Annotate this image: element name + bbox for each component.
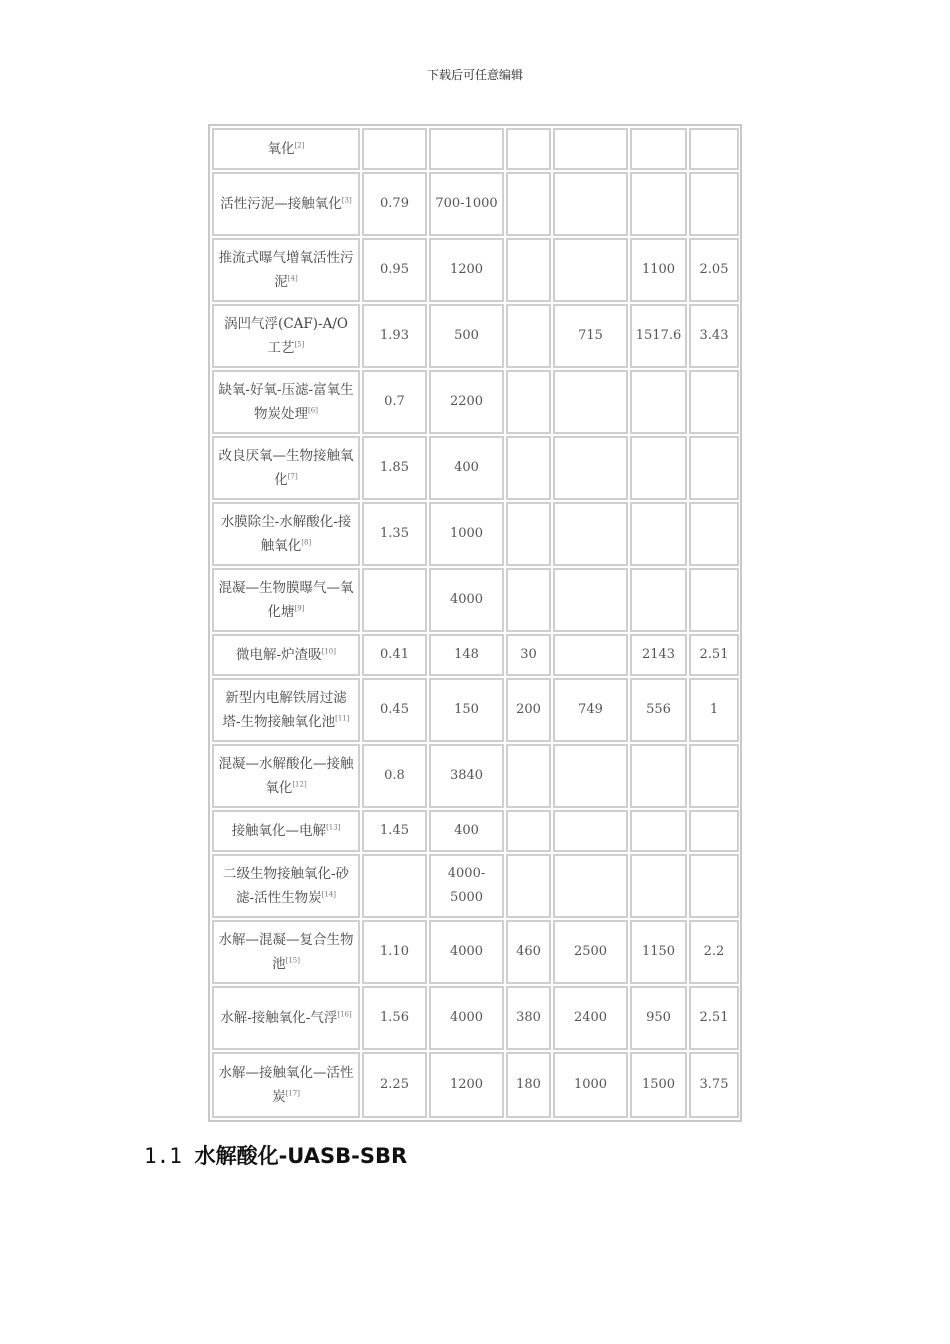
process-name-cell bbox=[212, 810, 360, 852]
value-cell-c4: 2400 bbox=[553, 986, 628, 1050]
process-name-cell bbox=[212, 920, 360, 984]
value-cell-c6 bbox=[689, 502, 739, 566]
reference-marker: [16] bbox=[337, 1010, 352, 1019]
process-name-cell bbox=[212, 1052, 360, 1118]
value-cell-c5 bbox=[630, 370, 687, 434]
value-cell-c1: 0.45 bbox=[362, 678, 427, 742]
value-cell-c2: 150 bbox=[429, 678, 504, 742]
value-cell-c2: 4000 bbox=[429, 920, 504, 984]
value-cell-c6: 2.05 bbox=[689, 238, 739, 302]
reference-marker: [10] bbox=[321, 647, 336, 656]
value-cell-c4 bbox=[553, 810, 628, 852]
value-cell-c6: 2.2 bbox=[689, 920, 739, 984]
value-cell-c4: 1000 bbox=[553, 1052, 628, 1118]
value-cell-c1: 0.41 bbox=[362, 634, 427, 676]
process-name: 水解—接触氧化—活性炭 bbox=[218, 1065, 354, 1105]
reference-marker: [6] bbox=[308, 406, 318, 415]
value-cell-c3: 180 bbox=[506, 1052, 551, 1118]
value-cell-c3: 380 bbox=[506, 986, 551, 1050]
process-name-cell bbox=[212, 678, 360, 742]
value-cell-c4 bbox=[553, 854, 628, 918]
table-row bbox=[212, 634, 739, 676]
value-cell-c4 bbox=[553, 238, 628, 302]
value-cell-c5 bbox=[630, 568, 687, 632]
value-cell-c3 bbox=[506, 854, 551, 918]
section-heading bbox=[144, 1140, 407, 1170]
value-cell-c2: 500 bbox=[429, 304, 504, 368]
reference-marker: [15] bbox=[285, 956, 300, 965]
value-cell-c1: 2.25 bbox=[362, 1052, 427, 1118]
value-cell-c4: 715 bbox=[553, 304, 628, 368]
value-cell-c5: 556 bbox=[630, 678, 687, 742]
table-row bbox=[212, 370, 739, 434]
value-cell-c1: 0.7 bbox=[362, 370, 427, 434]
value-cell-c5: 1517.6 bbox=[630, 304, 687, 368]
value-cell-c3: 200 bbox=[506, 678, 551, 742]
table-row bbox=[212, 810, 739, 852]
value-cell-c6: 3.43 bbox=[689, 304, 739, 368]
table-row bbox=[212, 986, 739, 1050]
reference-marker: [17] bbox=[285, 1089, 300, 1098]
page-header: 下载后可任意编辑 bbox=[426, 68, 523, 82]
value-cell-c2 bbox=[429, 128, 504, 170]
table-row bbox=[212, 172, 739, 236]
process-name: 二级生物接触氧化-砂滤-活性生物炭 bbox=[222, 866, 350, 906]
table-body bbox=[212, 128, 739, 1118]
reference-marker: [2] bbox=[294, 141, 305, 150]
value-cell-c5 bbox=[630, 744, 687, 808]
value-cell-c2: 1200 bbox=[429, 1052, 504, 1118]
table-row bbox=[212, 238, 739, 302]
value-cell-c3 bbox=[506, 172, 551, 236]
value-cell-c4: 2500 bbox=[553, 920, 628, 984]
value-cell-c6 bbox=[689, 744, 739, 808]
reference-marker: [13] bbox=[326, 823, 341, 832]
value-cell-c4 bbox=[553, 128, 628, 170]
value-cell-c1: 0.79 bbox=[362, 172, 427, 236]
table-row bbox=[212, 304, 739, 368]
value-cell-c3 bbox=[506, 744, 551, 808]
value-cell-c3: 30 bbox=[506, 634, 551, 676]
value-cell-c3: 460 bbox=[506, 920, 551, 984]
value-cell-c1: 0.8 bbox=[362, 744, 427, 808]
value-cell-c2: 4000-5000 bbox=[429, 854, 504, 918]
value-cell-c4: 749 bbox=[553, 678, 628, 742]
value-cell-c6 bbox=[689, 810, 739, 852]
value-cell-c6 bbox=[689, 172, 739, 236]
table-row bbox=[212, 920, 739, 984]
value-cell-c6: 2.51 bbox=[689, 986, 739, 1050]
value-cell-c1: 0.95 bbox=[362, 238, 427, 302]
process-name: 缺氧-好氧-压滤-富氧生物炭处理 bbox=[218, 382, 354, 422]
process-name: 微电解-炉渣吸 bbox=[236, 647, 322, 663]
reference-marker: [14] bbox=[321, 890, 336, 899]
value-cell-c5 bbox=[630, 502, 687, 566]
value-cell-c2: 148 bbox=[429, 634, 504, 676]
reference-marker: [9] bbox=[294, 604, 305, 613]
value-cell-c5: 1500 bbox=[630, 1052, 687, 1118]
table-row bbox=[212, 744, 739, 808]
section-number: 1.1 bbox=[144, 1144, 182, 1168]
value-cell-c5: 950 bbox=[630, 986, 687, 1050]
table-row bbox=[212, 436, 739, 500]
value-cell-c6 bbox=[689, 854, 739, 918]
process-name: 混凝—水解酸化—接触氧化 bbox=[218, 756, 354, 796]
value-cell-c3 bbox=[506, 370, 551, 434]
value-cell-c3 bbox=[506, 304, 551, 368]
value-cell-c4 bbox=[553, 436, 628, 500]
value-cell-c6: 2.51 bbox=[689, 634, 739, 676]
process-table bbox=[208, 124, 742, 1122]
value-cell-c3 bbox=[506, 128, 551, 170]
value-cell-c4 bbox=[553, 172, 628, 236]
process-name: 新型内电解铁屑过滤塔-生物接触氧化池 bbox=[222, 690, 347, 730]
value-cell-c6: 1 bbox=[689, 678, 739, 742]
process-name-cell bbox=[212, 128, 360, 170]
process-name: 氧化 bbox=[267, 141, 295, 157]
process-name: 水解-接触氧化-气浮 bbox=[220, 1010, 338, 1026]
reference-marker: [11] bbox=[335, 714, 350, 723]
value-cell-c1: 1.35 bbox=[362, 502, 427, 566]
process-name-cell bbox=[212, 304, 360, 368]
value-cell-c3 bbox=[506, 502, 551, 566]
value-cell-c1 bbox=[362, 128, 427, 170]
process-name: 涡凹气浮(CAF)-A/O工艺 bbox=[224, 316, 348, 356]
value-cell-c5: 1100 bbox=[630, 238, 687, 302]
process-name-cell bbox=[212, 634, 360, 676]
value-cell-c1: 1.85 bbox=[362, 436, 427, 500]
process-name: 接触氧化—电解 bbox=[231, 823, 327, 839]
value-cell-c1: 1.45 bbox=[362, 810, 427, 852]
value-cell-c5 bbox=[630, 810, 687, 852]
table-row bbox=[212, 568, 739, 632]
process-name: 混凝—生物膜曝气—氧化塘 bbox=[218, 580, 354, 620]
value-cell-c2: 3840 bbox=[429, 744, 504, 808]
process-name-cell bbox=[212, 986, 360, 1050]
value-cell-c4 bbox=[553, 634, 628, 676]
process-name-cell bbox=[212, 172, 360, 236]
process-name: 水解—混凝—复合生物池 bbox=[218, 932, 354, 972]
table-row bbox=[212, 678, 739, 742]
process-name-cell bbox=[212, 744, 360, 808]
value-cell-c4 bbox=[553, 568, 628, 632]
value-cell-c2: 2200 bbox=[429, 370, 504, 434]
table-row bbox=[212, 502, 739, 566]
value-cell-c1 bbox=[362, 568, 427, 632]
process-name: 改良厌氧—生物接触氧化 bbox=[218, 448, 354, 488]
value-cell-c2: 700-1000 bbox=[429, 172, 504, 236]
process-name: 活性污泥—接触氧化 bbox=[220, 196, 342, 212]
value-cell-c1: 1.93 bbox=[362, 304, 427, 368]
process-name: 推流式曝气增氧活性污泥 bbox=[218, 250, 354, 290]
section-title: 水解酸化-UASB-SBR bbox=[194, 1144, 408, 1168]
process-name-cell bbox=[212, 854, 360, 918]
value-cell-c2: 4000 bbox=[429, 986, 504, 1050]
value-cell-c5 bbox=[630, 172, 687, 236]
process-name-cell bbox=[212, 238, 360, 302]
value-cell-c1 bbox=[362, 854, 427, 918]
value-cell-c2: 1200 bbox=[429, 238, 504, 302]
value-cell-c3 bbox=[506, 436, 551, 500]
value-cell-c6: 3.75 bbox=[689, 1052, 739, 1118]
value-cell-c5 bbox=[630, 128, 687, 170]
value-cell-c6 bbox=[689, 436, 739, 500]
value-cell-c4 bbox=[553, 744, 628, 808]
value-cell-c5 bbox=[630, 436, 687, 500]
value-cell-c1: 1.56 bbox=[362, 986, 427, 1050]
value-cell-c2: 1000 bbox=[429, 502, 504, 566]
value-cell-c6 bbox=[689, 128, 739, 170]
table-row bbox=[212, 854, 739, 918]
table-row bbox=[212, 1052, 739, 1118]
value-cell-c2: 400 bbox=[429, 436, 504, 500]
value-cell-c5 bbox=[630, 854, 687, 918]
value-cell-c6 bbox=[689, 568, 739, 632]
table-row bbox=[212, 128, 739, 170]
value-cell-c2: 4000 bbox=[429, 568, 504, 632]
reference-marker: [7] bbox=[287, 472, 298, 481]
reference-marker: [3] bbox=[341, 196, 352, 205]
value-cell-c2: 400 bbox=[429, 810, 504, 852]
value-cell-c4 bbox=[553, 370, 628, 434]
reference-marker: [4] bbox=[287, 274, 298, 283]
value-cell-c5: 2143 bbox=[630, 634, 687, 676]
process-name-cell bbox=[212, 568, 360, 632]
value-cell-c3 bbox=[506, 810, 551, 852]
reference-marker: [8] bbox=[301, 538, 312, 547]
value-cell-c3 bbox=[506, 238, 551, 302]
value-cell-c4 bbox=[553, 502, 628, 566]
value-cell-c1: 1.10 bbox=[362, 920, 427, 984]
reference-marker: [5] bbox=[294, 340, 305, 349]
process-name-cell bbox=[212, 502, 360, 566]
value-cell-c6 bbox=[689, 370, 739, 434]
process-name-cell bbox=[212, 436, 360, 500]
reference-marker: [12] bbox=[292, 780, 307, 789]
process-name-cell bbox=[212, 370, 360, 434]
value-cell-c5: 1150 bbox=[630, 920, 687, 984]
process-name: 水膜除尘-水解酸化-接触氧化 bbox=[220, 514, 352, 554]
value-cell-c3 bbox=[506, 568, 551, 632]
